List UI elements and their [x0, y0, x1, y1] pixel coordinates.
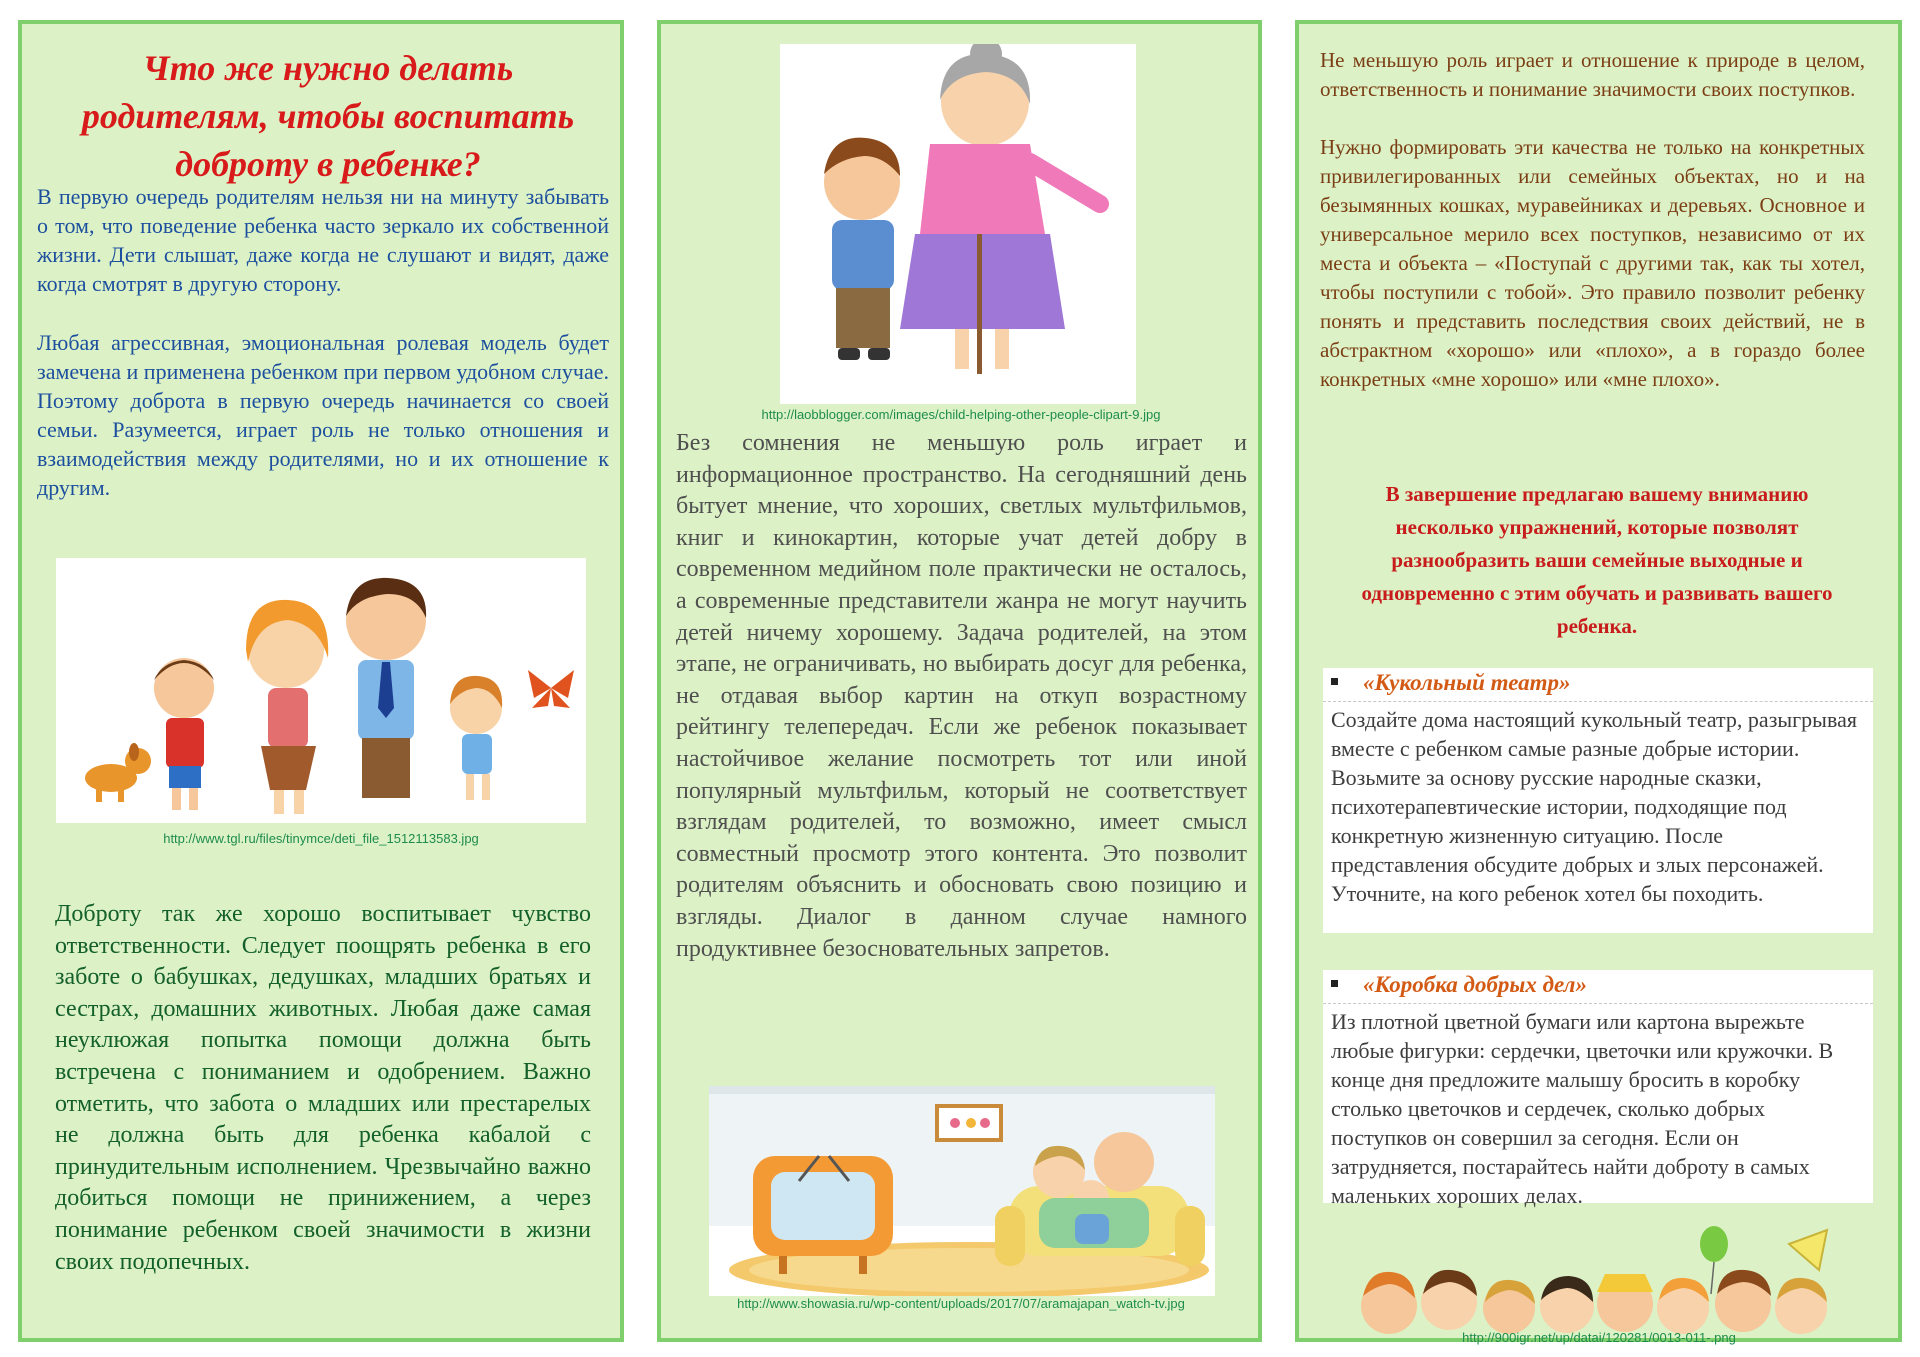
grandmother-image-caption: http://laobblogger.com/images/child-helping-other-people-clipart-9.jpg — [761, 407, 1161, 422]
exercise-header — [1323, 970, 1873, 1004]
children-faces-illustration — [1349, 1214, 1859, 1344]
brochure-panel-middle — [657, 20, 1262, 1342]
responsibility-paragraph: Доброту так же хорошо воспитывает чувство ответственности. Следует поощрять ребенка в его заботе о бабушках, дедушках, младших братьях и сестрах, домашних животных. Любая даже самая неуклюжая попытка помощи должна быть встречена с пониманием и одобрением. Важно отметить, что забота о младших или престарелых не должна быть для ребенка кабалой с принудительным исполнением. Чрезвычайно важно добиться помощи не принижением, а через понимание ребенком своей значимости в жизни своих подопечных. — [55, 901, 591, 1275]
bullet-icon — [1331, 980, 1338, 987]
family-illustration — [56, 558, 586, 823]
exercise-card-puppet-theater — [1323, 668, 1873, 933]
exercise-title: «Кукольный театр» — [1363, 670, 1571, 695]
exercise-description: Создайте дома настоящий кукольный театр, разыгрывая вместе с ребенком самые разные добрые истории. Возьмите за основу русские народные сказки, психотерапевтические истории, подходящие под конкретную жизненную ситуацию. После представления обсудите добрых и злых персонажей. Уточните, на кого ребенок хотел бы походить. — [1331, 707, 1857, 906]
children-image-caption: http://900igr.net/up/datai/120281/0013-011-.png — [1462, 1330, 1736, 1345]
family-tv-illustration — [709, 1086, 1215, 1296]
exercise-description: Из плотной цветной бумаги или картона вырежьте любые фигурки: сердечки, цветочки или кружочки. В конце дня предложите малышу бросить в коробку столько цветочков и сердечек, сколько добрых поступков он совершил за сегодня. Если он затрудняется, постарайтесь найти доброту в самых маленьких хороших делах. — [1331, 1009, 1834, 1208]
exercise-header — [1323, 668, 1873, 702]
nature-paragraph: Не меньшую роль играет и отношение к природе в целом, ответственность и понимание значимости своих поступков. — [1320, 48, 1865, 101]
role-model-paragraph: Любая агрессивная, эмоциональная ролевая модель будет замечена и применена ребенком при первом удобном случае. Поэтому доброта в первую очередь начинается со своей семьи. Разумеется, играет роль не только отношения и взаимодействия между родителями, но и их отношение к другим. — [37, 330, 609, 500]
tv-image-caption: http://www.showasia.ru/wp-content/uploads/2017/07/aramajapan_watch-tv.jpg — [737, 1296, 1185, 1311]
bullet-icon — [1331, 678, 1338, 685]
panel-title: Что же нужно делать родителям, чтобы воспитать доброту в ребенке? — [81, 48, 575, 184]
family-image-caption: http://www.tgl.ru/files/tinymce/deti_file_1512113583.jpg — [163, 831, 479, 846]
universal-rule-paragraph: Нужно формировать эти качества не только на конкретных привилегированных или семейных объектах, но и на безымянных кошках, муравейниках и деревьях. Основное и универсальное мерило всех поступков, независимо от их места и объекта – «Поступай с другими так, как ты хотел, чтобы поступили с тобой». Это правило позволит ребенку понять и представить последствия своих действий, не в абстрактном «хорошо» или «плохо», а в гораздо более конкретных «мне хорошо» или «мне плохо». — [1320, 135, 1865, 391]
media-paragraph: Без сомнения не меньшую роль играет и информационное пространство. На сегодняшний день бытует мнение, что хороших, светлых мультфильмов, книг и кинокартин, которые учат детей добру в современном медийном поле практически не осталось, а современные представители жанра не могут научить детей ничему хорошему. Задача родителей, на этом этапе, не ограничивать, но выбирать досуг для ребенка, не отдавая выбор картин на откуп возрастному рейтингу телепередач. Если же ребенок показывает настойчивое желание посмотреть тот или иной популярный мультфильм, который не соответствует взглядам родителей, то возможно, имеет смысл совместный просмотр этого контента. Это позволит родителям объяснить и обосновать свою позицию и взгляды. Диалог в данном случае намного продуктивнее безосновательных запретов. — [676, 430, 1247, 962]
grandmother-illustration — [780, 44, 1136, 404]
exercise-title: «Коробка добрых дел» — [1363, 972, 1587, 997]
brochure-panel-left — [18, 20, 624, 1342]
intro-paragraph: В первую очередь родителям нельзя ни на минуту забывать о том, что поведение ребенка часто зеркало их собственной жизни. Дети слышат, даже когда не слушают и видят, даже когда смотрят в другую сторону. — [37, 184, 609, 296]
brochure-panel-right — [1295, 20, 1902, 1345]
conclusion-text: В завершение предлагаю вашему вниманию несколько упражнений, которые позволят разнообразить ваши семейные выходные и одновременно с этим обучать и развивать вашего ребенка. — [1361, 482, 1833, 638]
exercise-card-kind-deeds-box — [1323, 970, 1873, 1208]
